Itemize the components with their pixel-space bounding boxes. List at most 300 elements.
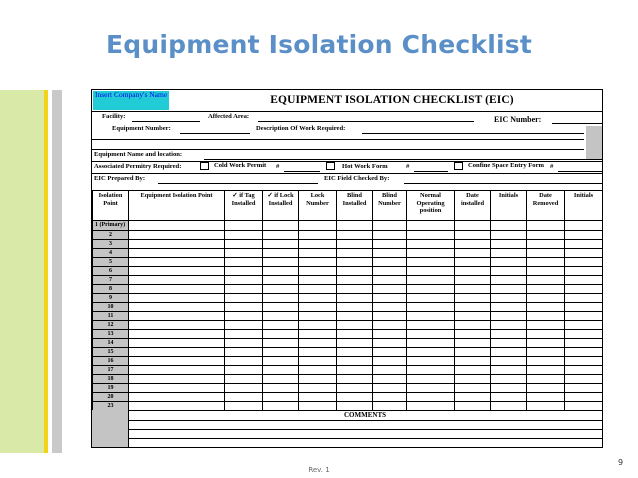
table-cell[interactable] (407, 402, 455, 411)
table-cell[interactable] (565, 330, 603, 339)
table-cell[interactable] (373, 221, 407, 231)
table-cell[interactable] (373, 312, 407, 321)
table-cell[interactable] (455, 312, 491, 321)
table-cell[interactable] (373, 321, 407, 330)
table-cell[interactable] (373, 258, 407, 267)
table-cell[interactable] (407, 393, 455, 402)
table-cell[interactable] (299, 375, 337, 384)
table-cell[interactable] (225, 330, 263, 339)
company-name-placeholder[interactable]: Insert Company's Name (93, 91, 169, 110)
table-cell[interactable] (337, 221, 373, 231)
table-cell[interactable] (527, 258, 565, 267)
table-cell[interactable] (565, 294, 603, 303)
table-row (93, 221, 603, 231)
table-row (93, 348, 603, 357)
table-cell[interactable] (337, 267, 373, 276)
table-cell[interactable] (565, 267, 603, 276)
table-row (93, 303, 603, 312)
confined-space-checkbox[interactable] (454, 162, 463, 170)
table-cell[interactable] (565, 285, 603, 294)
table-cell[interactable] (263, 294, 299, 303)
table-cell[interactable] (565, 366, 603, 375)
table-cell[interactable] (299, 276, 337, 285)
table-cell[interactable] (565, 375, 603, 384)
table-cell[interactable] (565, 221, 603, 231)
table-cell[interactable] (225, 249, 263, 258)
isolation-point-number: 13 (93, 330, 129, 339)
table-cell[interactable] (527, 339, 565, 348)
table-cell[interactable] (225, 231, 263, 240)
cold-work-number-field[interactable] (284, 171, 320, 172)
revision-footer: Rev. 1 (308, 466, 330, 474)
table-cell[interactable] (407, 312, 455, 321)
table-cell[interactable] (263, 303, 299, 312)
table-cell[interactable] (299, 357, 337, 366)
table-row (93, 258, 603, 267)
table-cell[interactable] (225, 348, 263, 357)
table-row (93, 312, 603, 321)
associated-permits-label: Associated Permitry Required: (94, 163, 182, 170)
table-cell[interactable] (565, 276, 603, 285)
table-cell[interactable] (263, 321, 299, 330)
table-cell[interactable] (129, 357, 225, 366)
table-cell[interactable] (527, 267, 565, 276)
table-cell[interactable] (455, 393, 491, 402)
table-cell[interactable] (129, 348, 225, 357)
isolation-point-number: 6 (93, 267, 129, 276)
table-cell[interactable] (299, 267, 337, 276)
column-header: Normal Operating position (407, 191, 455, 221)
table-cell[interactable] (129, 384, 225, 393)
table-cell[interactable] (455, 249, 491, 258)
table-cell[interactable] (455, 366, 491, 375)
table-cell[interactable] (337, 357, 373, 366)
table-cell[interactable] (565, 312, 603, 321)
table-cell[interactable] (263, 330, 299, 339)
table-cell[interactable] (263, 348, 299, 357)
table-cell[interactable] (337, 402, 373, 411)
table-cell[interactable] (299, 258, 337, 267)
eic-prepared-field[interactable] (158, 183, 318, 184)
table-cell[interactable] (299, 231, 337, 240)
table-cell[interactable] (129, 249, 225, 258)
isolation-point-number: 16 (93, 357, 129, 366)
table-cell[interactable] (527, 285, 565, 294)
isolation-point-number: 18 (93, 375, 129, 384)
table-cell[interactable] (373, 294, 407, 303)
table-row (93, 285, 603, 294)
table-cell[interactable] (299, 294, 337, 303)
table-row (93, 402, 603, 411)
table-cell[interactable] (527, 348, 565, 357)
isolation-point-number: 10 (93, 303, 129, 312)
description-line[interactable] (92, 149, 584, 150)
table-cell[interactable] (263, 402, 299, 411)
table-cell[interactable] (491, 348, 527, 357)
table-cell[interactable] (263, 249, 299, 258)
table-cell[interactable] (225, 402, 263, 411)
table-cell[interactable] (299, 348, 337, 357)
table-row (93, 294, 603, 303)
table-cell[interactable] (373, 330, 407, 339)
table-cell[interactable] (129, 312, 225, 321)
description-label: Description Of Work Required: (256, 125, 346, 132)
table-cell[interactable] (373, 366, 407, 375)
table-cell[interactable] (407, 240, 455, 249)
table-cell[interactable] (225, 339, 263, 348)
table-cell[interactable] (263, 357, 299, 366)
table-cell[interactable] (373, 339, 407, 348)
table-row (93, 231, 603, 240)
table-cell[interactable] (337, 384, 373, 393)
table-cell[interactable] (225, 366, 263, 375)
table-cell[interactable] (407, 294, 455, 303)
table-cell[interactable] (527, 294, 565, 303)
table-cell[interactable] (455, 339, 491, 348)
table-cell[interactable] (565, 258, 603, 267)
eic-number-label: EIC Number: (494, 115, 542, 124)
confined-space-number-field[interactable] (558, 171, 602, 172)
table-cell[interactable] (455, 240, 491, 249)
table-cell[interactable] (455, 294, 491, 303)
table-cell[interactable] (491, 231, 527, 240)
confined-space-label: Confine Space Entry Form (468, 162, 545, 169)
description-gray-cell (586, 126, 602, 160)
table-cell[interactable] (225, 321, 263, 330)
table-cell[interactable] (225, 357, 263, 366)
table-cell[interactable] (407, 258, 455, 267)
table-cell[interactable] (129, 267, 225, 276)
table-cell[interactable] (455, 357, 491, 366)
hot-work-hash: # (406, 163, 410, 170)
table-cell[interactable] (225, 303, 263, 312)
table-cell[interactable] (491, 249, 527, 258)
facility-field[interactable] (132, 121, 200, 122)
table-cell[interactable] (455, 348, 491, 357)
isolation-point-number: 12 (93, 321, 129, 330)
table-cell[interactable] (373, 303, 407, 312)
table-cell[interactable] (491, 285, 527, 294)
table-cell[interactable] (129, 240, 225, 249)
table-cell[interactable] (373, 249, 407, 258)
table-cell[interactable] (337, 375, 373, 384)
table-cell[interactable] (337, 393, 373, 402)
comments-gray-margin (92, 410, 128, 447)
table-cell[interactable] (337, 303, 373, 312)
table-cell[interactable] (129, 276, 225, 285)
table-cell[interactable] (225, 267, 263, 276)
table-body (93, 221, 603, 411)
column-header: Initials (491, 191, 527, 221)
table-cell[interactable] (565, 303, 603, 312)
table-cell[interactable] (337, 321, 373, 330)
table-cell[interactable] (527, 330, 565, 339)
table-cell[interactable] (491, 330, 527, 339)
equipment-number-field[interactable] (180, 133, 250, 134)
table-cell[interactable] (527, 276, 565, 285)
table-cell[interactable] (129, 221, 225, 231)
hot-work-checkbox[interactable] (326, 162, 335, 170)
table-cell[interactable] (225, 276, 263, 285)
table-cell[interactable] (407, 285, 455, 294)
table-cell[interactable] (491, 221, 527, 231)
table-cell[interactable] (491, 366, 527, 375)
table-cell[interactable] (455, 258, 491, 267)
table-cell[interactable] (407, 267, 455, 276)
table-cell[interactable] (129, 366, 225, 375)
table-cell[interactable] (491, 402, 527, 411)
table-cell[interactable] (225, 384, 263, 393)
table-cell[interactable] (565, 348, 603, 357)
table-cell[interactable] (299, 330, 337, 339)
table-cell[interactable] (407, 375, 455, 384)
table-cell[interactable] (455, 267, 491, 276)
table-cell[interactable] (337, 240, 373, 249)
table-cell[interactable] (407, 303, 455, 312)
equipment-name-field[interactable] (204, 159, 602, 160)
table-cell[interactable] (129, 303, 225, 312)
table-cell[interactable] (263, 231, 299, 240)
table-cell[interactable] (299, 384, 337, 393)
table-cell[interactable] (337, 366, 373, 375)
table-cell[interactable] (337, 294, 373, 303)
table-cell[interactable] (129, 339, 225, 348)
table-cell[interactable] (527, 393, 565, 402)
eic-checked-field[interactable] (404, 183, 602, 184)
table-cell[interactable] (373, 384, 407, 393)
table-cell[interactable] (455, 221, 491, 231)
table-cell[interactable] (263, 384, 299, 393)
table-cell[interactable] (527, 384, 565, 393)
table-cell[interactable] (129, 231, 225, 240)
table-cell[interactable] (373, 393, 407, 402)
table-cell[interactable] (491, 339, 527, 348)
column-header: ✓ if Tag Installed (225, 191, 263, 221)
table-row (93, 384, 603, 393)
description-field[interactable] (362, 133, 584, 134)
table-cell[interactable] (299, 402, 337, 411)
table-cell[interactable] (527, 231, 565, 240)
table-cell[interactable] (527, 221, 565, 231)
table-cell[interactable] (455, 303, 491, 312)
table-cell[interactable] (565, 357, 603, 366)
table-cell[interactable] (455, 321, 491, 330)
table-cell[interactable] (263, 312, 299, 321)
table-cell[interactable] (527, 312, 565, 321)
table-cell[interactable] (565, 402, 603, 411)
table-cell[interactable] (491, 375, 527, 384)
table-cell[interactable] (407, 348, 455, 357)
table-cell[interactable] (491, 357, 527, 366)
table-cell[interactable] (407, 366, 455, 375)
table-cell[interactable] (225, 258, 263, 267)
table-cell[interactable] (527, 240, 565, 249)
equipment-number-label: Equipment Number: (112, 125, 171, 132)
isolation-point-number: 5 (93, 258, 129, 267)
table-cell[interactable] (129, 402, 225, 411)
table-cell[interactable] (565, 231, 603, 240)
table-cell[interactable] (491, 393, 527, 402)
table-cell[interactable] (337, 276, 373, 285)
table-cell[interactable] (527, 366, 565, 375)
table-cell[interactable] (337, 339, 373, 348)
table-cell[interactable] (299, 393, 337, 402)
table-cell[interactable] (455, 375, 491, 384)
table-cell[interactable] (129, 375, 225, 384)
table-cell[interactable] (337, 285, 373, 294)
table-cell[interactable] (455, 276, 491, 285)
table-cell[interactable] (263, 240, 299, 249)
table-cell[interactable] (263, 276, 299, 285)
table-cell[interactable] (491, 303, 527, 312)
table-cell[interactable] (263, 393, 299, 402)
table-cell[interactable] (527, 249, 565, 258)
column-header: Initials (565, 191, 603, 221)
isolation-point-number: 2 (93, 231, 129, 240)
table-row (93, 276, 603, 285)
isolation-point-number: 19 (93, 384, 129, 393)
table-cell[interactable] (299, 249, 337, 258)
table-cell[interactable] (299, 303, 337, 312)
table-cell[interactable] (337, 312, 373, 321)
cold-work-checkbox[interactable] (200, 162, 209, 170)
table-cell[interactable] (407, 339, 455, 348)
table-cell[interactable] (337, 330, 373, 339)
table-cell[interactable] (455, 231, 491, 240)
table-cell[interactable] (299, 339, 337, 348)
table-cell[interactable] (263, 366, 299, 375)
table-cell[interactable] (225, 285, 263, 294)
comment-line[interactable] (128, 438, 602, 439)
table-cell[interactable] (129, 294, 225, 303)
table-cell[interactable] (225, 221, 263, 231)
table-cell[interactable] (373, 276, 407, 285)
prepared-row-top (92, 173, 602, 174)
table-cell[interactable] (407, 330, 455, 339)
isolation-point-number: 14 (93, 339, 129, 348)
isolation-point-number: 3 (93, 240, 129, 249)
table-cell[interactable] (565, 393, 603, 402)
column-header: Date installed (455, 191, 491, 221)
table-cell[interactable] (491, 384, 527, 393)
table-cell[interactable] (455, 285, 491, 294)
table-cell[interactable] (373, 285, 407, 294)
table-cell[interactable] (263, 267, 299, 276)
page-number: 9 (618, 458, 624, 467)
table-cell[interactable] (565, 321, 603, 330)
table-cell[interactable] (565, 240, 603, 249)
isolation-point-number: 1 (Primary) (93, 221, 129, 231)
table-cell[interactable] (299, 366, 337, 375)
table-cell[interactable] (129, 321, 225, 330)
table-cell[interactable] (299, 221, 337, 231)
table-cell[interactable] (129, 330, 225, 339)
table-cell[interactable] (527, 321, 565, 330)
table-cell[interactable] (299, 312, 337, 321)
table-cell[interactable] (129, 285, 225, 294)
table-cell[interactable] (491, 240, 527, 249)
table-cell[interactable] (455, 402, 491, 411)
table-cell[interactable] (491, 276, 527, 285)
table-cell[interactable] (263, 339, 299, 348)
table-cell[interactable] (373, 375, 407, 384)
table-cell[interactable] (263, 221, 299, 231)
table-cell[interactable] (527, 402, 565, 411)
table-cell[interactable] (491, 312, 527, 321)
table-cell[interactable] (565, 384, 603, 393)
isolation-point-number: 8 (93, 285, 129, 294)
table-cell[interactable] (263, 285, 299, 294)
table-cell[interactable] (129, 393, 225, 402)
column-header: Lock Number (299, 191, 337, 221)
table-cell[interactable] (407, 321, 455, 330)
table-cell[interactable] (337, 348, 373, 357)
table-cell[interactable] (491, 267, 527, 276)
table-cell[interactable] (337, 258, 373, 267)
hot-work-number-field[interactable] (414, 171, 448, 172)
table-cell[interactable] (527, 357, 565, 366)
table-cell[interactable] (299, 285, 337, 294)
affected-area-field[interactable] (258, 121, 474, 122)
table-cell[interactable] (407, 221, 455, 231)
eic-prepared-label: EIC Prepared By: (94, 175, 146, 182)
table-cell[interactable] (337, 231, 373, 240)
isolation-point-number: 11 (93, 312, 129, 321)
form-title: EQUIPMENT ISOLATION CHECKLIST (EIC) (270, 94, 514, 106)
table-cell[interactable] (491, 321, 527, 330)
table-cell[interactable] (373, 240, 407, 249)
table-cell[interactable] (225, 393, 263, 402)
table-cell[interactable] (225, 312, 263, 321)
table-cell[interactable] (565, 249, 603, 258)
table-cell[interactable] (407, 384, 455, 393)
table-cell[interactable] (373, 402, 407, 411)
table-cell[interactable] (225, 294, 263, 303)
comment-line[interactable] (128, 420, 602, 421)
table-cell[interactable] (455, 330, 491, 339)
table-cell[interactable] (337, 249, 373, 258)
table-cell[interactable] (225, 240, 263, 249)
table-cell[interactable] (263, 375, 299, 384)
comment-line[interactable] (128, 429, 602, 430)
table-cell[interactable] (299, 240, 337, 249)
table-cell[interactable] (491, 294, 527, 303)
table-cell[interactable] (373, 267, 407, 276)
table-cell[interactable] (407, 231, 455, 240)
table-cell[interactable] (129, 258, 225, 267)
table-cell[interactable] (373, 357, 407, 366)
table-cell[interactable] (373, 348, 407, 357)
eic-number-field[interactable] (552, 123, 602, 124)
table-cell[interactable] (263, 258, 299, 267)
column-header: Blind Installed (337, 191, 373, 221)
table-cell[interactable] (407, 276, 455, 285)
table-cell[interactable] (455, 384, 491, 393)
table-cell[interactable] (491, 258, 527, 267)
description-line[interactable] (92, 139, 584, 140)
table-cell[interactable] (299, 321, 337, 330)
table-cell[interactable] (407, 357, 455, 366)
table-cell[interactable] (407, 249, 455, 258)
cold-work-hash: # (276, 163, 280, 170)
table-cell[interactable] (373, 231, 407, 240)
table-row (93, 321, 603, 330)
table-cell[interactable] (527, 303, 565, 312)
table-cell[interactable] (527, 375, 565, 384)
table-cell[interactable] (565, 339, 603, 348)
cold-work-label: Cold Work Permit (214, 162, 267, 169)
table-cell[interactable] (225, 375, 263, 384)
